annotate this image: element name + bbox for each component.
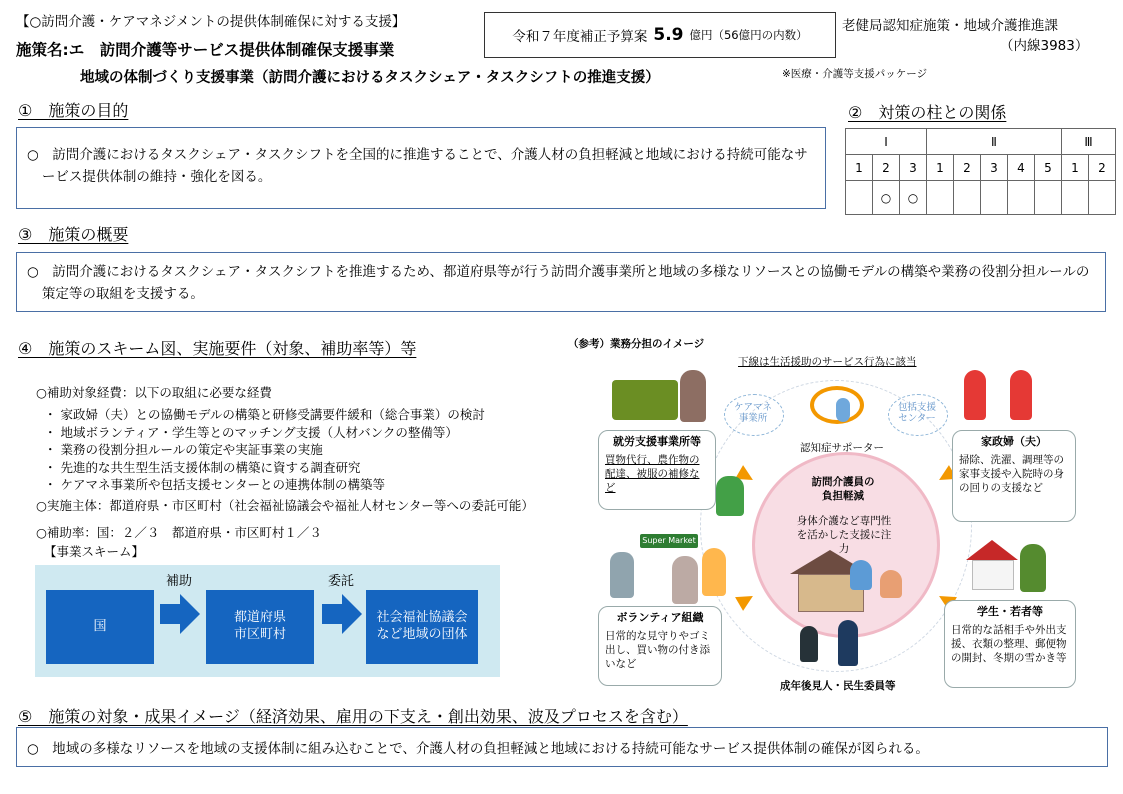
budget-unit: 億円（56億円の内数） <box>689 28 808 42</box>
figure-note: 下線は生活援助のサービス行為に該当 <box>738 356 917 368</box>
subsidy-item: ・ 業務の役割分担ルールの策定や実証事業の実施 <box>44 442 323 457</box>
budget-label: 令和７年度補正予算案 <box>512 29 648 45</box>
pillar-num: 5 <box>1035 155 1062 181</box>
pillar-num: 2 <box>954 155 981 181</box>
pillar-num: 1 <box>1062 155 1089 181</box>
housekeeper-icon <box>1010 370 1032 420</box>
student-icon <box>1020 544 1046 592</box>
center-subtitle: 身体介護など専門性を活かした支援に注力 <box>796 515 892 556</box>
section5-box <box>16 727 1108 767</box>
scheme-box-prefecture <box>206 590 314 664</box>
pillar-num: 1 <box>846 155 873 181</box>
subsidy-item: ・ ケアマネ事業所や包括支援センターとの連携体制の構築等 <box>44 477 385 492</box>
scheme-box-prefecture-line1: 都道府県 <box>233 610 286 626</box>
supporter-icon <box>836 398 850 422</box>
card-students-body: 日常的な話相手や外出支援、衣類の整理、郵便物の開封、冬期の雪かき等 <box>951 623 1067 665</box>
pillar-mark <box>927 181 954 215</box>
guardian-label: 成年後見人・民生委員等 <box>780 680 896 692</box>
section1-text: ○ 訪問介護におけるタスクシェア・タスクシフトを全国的に推進することで、介護人材の負担軽減と地域における持続可能なサービス提供体制の維持・強化を図る。 <box>27 147 808 186</box>
section3-text: ○ 訪問介護におけるタスクシェア・タスクシフトを推進するため、都道府県等が行う訪問介護事業所と地域の多様なリソースとの協働モデルの構築や業務の役割分担ルールの策定等の取組を支援する。 <box>27 264 1090 303</box>
subsidy-item: ・ 家政婦（夫）との協働モデルの構築と研修受講要件緩和（総合事業）の検討 <box>44 407 485 422</box>
section3-box <box>16 252 1106 312</box>
pillar-table <box>845 128 1116 215</box>
scheme-box-national: 国 <box>46 590 154 664</box>
pillar-mark: ○ <box>873 181 900 215</box>
scheme-box-organization <box>366 590 478 664</box>
package-note: ※医療・介護等支援パッケージ <box>782 68 928 80</box>
scheme-arrow-2-icon <box>342 594 362 634</box>
caregiver-icon <box>850 560 872 590</box>
housekeeper-icon <box>964 370 986 420</box>
snowy-house-icon <box>966 540 1018 560</box>
subsidy-heading: ○補助対象経費：以下の取組に必要な経費 <box>36 385 272 400</box>
scheme-label: 【事業スキーム】 <box>44 544 145 559</box>
section1-title: ① 施策の目的 <box>18 101 129 120</box>
subsidy-rate-text: ○補助率：国：２／３ 都道府県・市区町村１／３ <box>36 525 322 540</box>
farmer-icon <box>680 370 706 422</box>
scheme-box-prefecture-line2: 市区町村 <box>233 627 286 642</box>
section4-title: ④ 施策のスキーム図、実施要件（対象、補助率等）等 <box>18 339 417 358</box>
elderly-person-icon <box>880 570 902 598</box>
subsidy-item: ・ 先進的な共生型生活支援体制の構築に資する調査研究 <box>44 459 361 475</box>
pillar-num: 2 <box>873 155 900 181</box>
pillar-num: 3 <box>981 155 1008 181</box>
department-name: 老健局認知症施策・地域介護推進課 <box>842 18 1058 34</box>
pillar-mark: ○ <box>900 181 927 215</box>
card-students-title: 学生・若者等 <box>977 605 1043 618</box>
card-employment-support <box>598 430 716 510</box>
houkatsu-label: 包括支援 センター <box>897 402 936 425</box>
pillar-num: 4 <box>1008 155 1035 181</box>
section1-box <box>16 127 826 209</box>
center-title <box>752 476 934 503</box>
subsidy-item: ・ 地域ボランティア・学生等とのマッチング支援（人材バンクの整備等） <box>44 424 458 440</box>
caremane-label: ケアマネ 事業所 <box>733 402 772 425</box>
pillar-mark <box>846 181 873 215</box>
dementia-supporter-label: 認知症サポーター <box>800 442 884 454</box>
section5-title: ⑤ 施策の対象・成果イメージ（経済効果、雇用の下支え・創出効果、波及プロセスを含む） <box>18 707 688 726</box>
pillar-num: 3 <box>900 155 927 181</box>
center-title-line1: 訪問介護員の <box>811 476 875 488</box>
card-housekeeper <box>952 430 1076 522</box>
pillar-mark <box>1062 181 1089 215</box>
pillar-group-3: Ⅲ <box>1062 129 1116 155</box>
scheme-arrow-label-subsidy: 補助 <box>166 574 193 589</box>
section2-title: ② 対策の柱との関係 <box>848 103 1007 122</box>
header-tag: 【○訪問介護・ケアマネジメントの提供体制確保に対する支援】 <box>16 14 406 30</box>
pillar-mark <box>954 181 981 215</box>
card-volunteer-body: 日常的な見守りやゴミ出し、買い物の付き添いなど <box>605 629 710 671</box>
scheme-arrow-label-entrust: 委託 <box>328 574 355 589</box>
scheme-box-organization-line1: 社会福祉協議会 <box>376 610 468 626</box>
implementer-text: ○実施主体：都道府県・市区町村（社会福祉協議会や福祉人材センター等への委託可能） <box>36 498 534 513</box>
guardian-icon <box>838 620 858 666</box>
pillar-mark <box>1089 181 1116 215</box>
scheme-arrow-2-shaft <box>322 604 342 624</box>
extension-number: （内線3983） <box>1000 38 1089 54</box>
thief-icon <box>800 626 818 662</box>
subsidy-item-list <box>44 406 485 494</box>
card-housekeeper-title: 家政婦（夫） <box>981 435 1047 448</box>
scheme-arrow-1-icon <box>180 594 200 634</box>
center-title-line2: 負担軽減 <box>822 489 864 502</box>
house-wall-icon <box>972 560 1014 590</box>
measure-subtitle: 地域の体制づくり支援事業（訪問介護におけるタスクシェア・タスクシフトの推進支援） <box>80 70 660 86</box>
pillar-num: 2 <box>1089 155 1116 181</box>
card-volunteer <box>598 606 722 686</box>
supermarket-sign: Super Market <box>640 534 698 548</box>
volunteer-icon <box>610 552 634 598</box>
pillar-group-1: Ⅰ <box>846 129 927 155</box>
delivery-person-icon <box>716 476 744 516</box>
budget-box <box>484 12 836 58</box>
measure-title: 施策名:エ 訪問介護等サービス提供体制確保支援事業 <box>16 41 395 59</box>
pillar-mark <box>1008 181 1035 215</box>
elderly-wheelchair-icon <box>672 556 698 604</box>
card-employment-body: 買物代行、農作物の配達、被服の補修など <box>605 453 700 495</box>
farm-field-icon <box>612 380 678 420</box>
card-employment-title: 就労支援事業所等 <box>613 435 701 448</box>
card-students <box>944 600 1076 688</box>
helper-icon <box>702 548 726 596</box>
scheme-arrow-1-shaft <box>160 604 180 624</box>
scheme-box-organization-line2: など地域の団体 <box>376 627 468 642</box>
pillar-mark <box>981 181 1008 215</box>
pillar-num: 1 <box>927 155 954 181</box>
figure-title: （参考）業務分担のイメージ <box>568 338 705 350</box>
card-housekeeper-body: 掃除、洗濯、調理等の家事支援や入院時の身の回りの支援など <box>959 453 1064 495</box>
card-volunteer-title: ボランティア組織 <box>616 611 704 624</box>
pillar-mark <box>1035 181 1062 215</box>
section3-title: ③ 施策の概要 <box>18 225 129 244</box>
pillar-group-2: Ⅱ <box>927 129 1062 155</box>
section5-text: ○ 地域の多様なリソースを地域の支援体制に組み込むことで、介護人材の負担軽減と地域における持続可能なサービス提供体制の確保が図られる。 <box>27 741 929 757</box>
budget-amount: 5.9 <box>653 25 684 45</box>
